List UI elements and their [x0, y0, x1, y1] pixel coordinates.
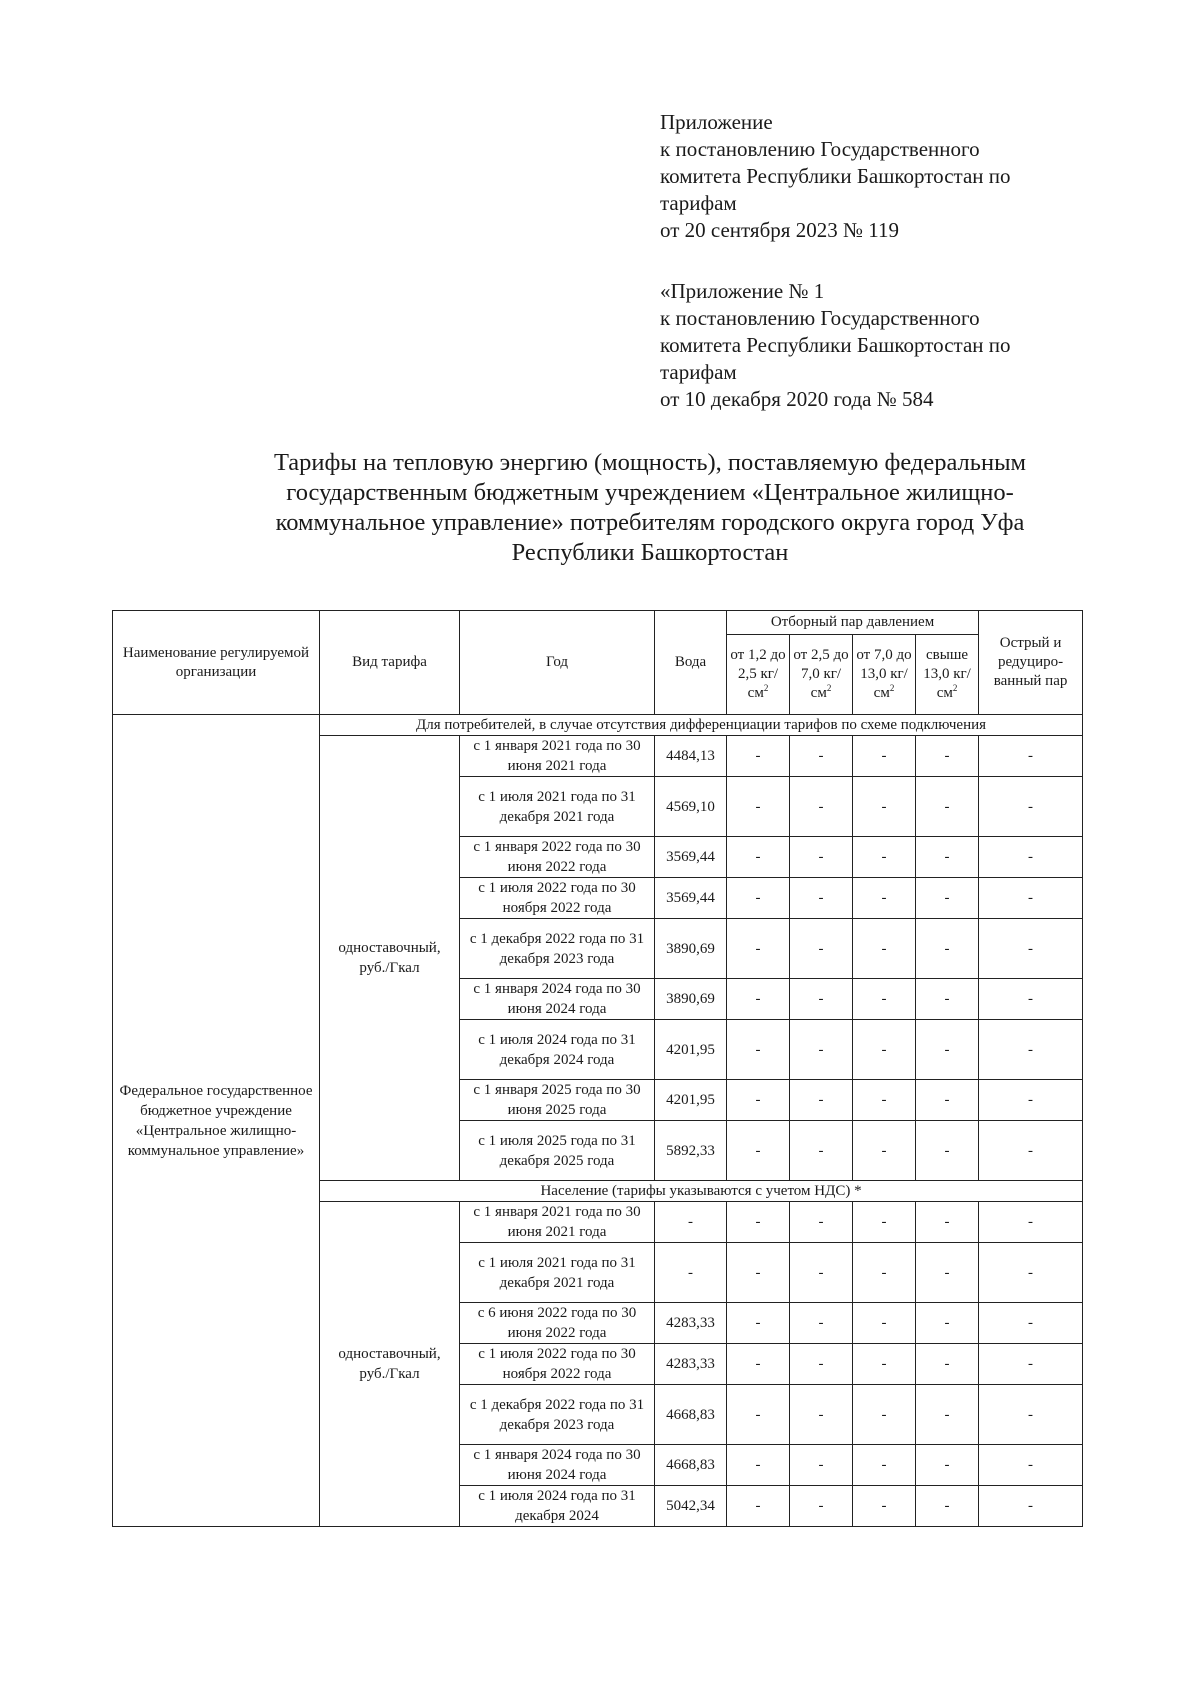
tariff-table [112, 610, 1083, 1527]
period-cell: с 1 января 2022 года по 30 июня 2022 года [460, 837, 655, 878]
period-cell: с 1 января 2025 года по 30 июня 2025 года [460, 1080, 655, 1121]
steam-value-cell: - [727, 878, 790, 919]
acute-steam-value-cell: - [979, 1080, 1083, 1121]
steam-value-cell: - [853, 1121, 916, 1181]
period-cell: с 1 июля 2022 года по 30 ноября 2022 года [460, 1344, 655, 1385]
period-cell: с 1 июля 2022 года по 30 ноября 2022 года [460, 878, 655, 919]
steam-value-cell: - [790, 736, 853, 777]
steam-value-cell: - [916, 1020, 979, 1080]
title-line: государственным бюджетным учреждением «Центральное жилищно- [286, 479, 1014, 506]
appendix-main-line: Приложение [660, 110, 773, 134]
steam-value-cell: - [727, 1385, 790, 1445]
title-line: Тарифы на тепловую энергию (мощность), поставляемую федеральным [273, 449, 1027, 476]
steam-value-cell: - [916, 979, 979, 1020]
water-value-cell: 4569,10 [655, 777, 727, 837]
water-value-cell: 3569,44 [655, 837, 727, 878]
section-row [113, 715, 1083, 736]
acute-steam-value-cell: - [979, 1344, 1083, 1385]
steam-value-cell: - [790, 1303, 853, 1344]
water-value-cell: 4484,13 [655, 736, 727, 777]
title-line: Республики Башкортостан [511, 539, 789, 566]
steam-value-cell: - [727, 777, 790, 837]
steam-value-cell: - [727, 736, 790, 777]
steam-value-cell: - [853, 878, 916, 919]
steam-value-cell: - [790, 1243, 853, 1303]
period-cell: с 1 января 2021 года по 30 июня 2021 года [460, 1202, 655, 1243]
period-cell: с 1 декабря 2022 года по 31 декабря 2023 года [460, 919, 655, 979]
header-period: Год [460, 611, 655, 715]
steam-value-cell: - [853, 1243, 916, 1303]
appendix-prev-line: комитета Республики Башкортостан по [660, 333, 1011, 357]
header-steam-1: от 1,2 до 2,5 $кг/см^2$ [727, 635, 790, 715]
period-cell: с 1 января 2021 года по 30 июня 2021 года [460, 736, 655, 777]
water-value-cell: 4283,33 [655, 1303, 727, 1344]
steam-value-cell: - [853, 1202, 916, 1243]
organization-name: Федеральное государственное бюджетное учреждение «Центральное жилищно-коммунальное управление» [113, 715, 320, 1527]
steam-value-cell: - [853, 1385, 916, 1445]
steam-value-cell: - [790, 1020, 853, 1080]
acute-steam-value-cell: - [979, 979, 1083, 1020]
steam-value-cell: - [853, 1080, 916, 1121]
appendix-main-block [660, 109, 1120, 244]
steam-value-cell: - [727, 1121, 790, 1181]
steam-value-cell: - [916, 878, 979, 919]
steam-value-cell: - [790, 1445, 853, 1486]
steam-value-cell: - [727, 1344, 790, 1385]
appendix-prev-line: тарифам [660, 360, 737, 384]
steam-value-cell: - [853, 777, 916, 837]
acute-steam-value-cell: - [979, 1486, 1083, 1527]
acute-steam-value-cell: - [979, 736, 1083, 777]
steam-value-cell: - [916, 1385, 979, 1445]
steam-value-cell: - [916, 1344, 979, 1385]
steam-value-cell: - [727, 837, 790, 878]
period-cell: с 1 января 2024 года по 30 июня 2024 года [460, 979, 655, 1020]
steam-value-cell: - [853, 1344, 916, 1385]
section-title: Население (тарифы указываются с учетом НДС) * [320, 1181, 1083, 1202]
period-cell: с 1 июля 2025 года по 31 декабря 2025 года [460, 1121, 655, 1181]
steam-value-cell: - [853, 1445, 916, 1486]
document-title [190, 448, 1110, 568]
tariff-type: одноставочный, руб./Гкал [320, 736, 460, 1181]
steam-value-cell: - [727, 1486, 790, 1527]
steam-value-cell: - [727, 1243, 790, 1303]
water-value-cell: 3569,44 [655, 878, 727, 919]
steam-value-cell: - [853, 1486, 916, 1527]
steam-value-cell: - [790, 1121, 853, 1181]
steam-value-cell: - [916, 1445, 979, 1486]
steam-value-cell: - [727, 919, 790, 979]
water-value-cell: 3890,69 [655, 979, 727, 1020]
title-line: коммунальное управление» потребителям городского округа город Уфа [275, 509, 1025, 536]
steam-value-cell: - [727, 1080, 790, 1121]
acute-steam-value-cell: - [979, 878, 1083, 919]
steam-value-cell: - [916, 1243, 979, 1303]
steam-value-cell: - [916, 1121, 979, 1181]
steam-value-cell: - [790, 1202, 853, 1243]
period-cell: с 1 июля 2024 года по 31 декабря 2024 [460, 1486, 655, 1527]
header-acute-steam: Острый и редуциро-ванный пар [979, 611, 1083, 715]
appendix-main-line: тарифам [660, 191, 737, 215]
steam-value-cell: - [790, 1344, 853, 1385]
period-cell: с 6 июня 2022 года по 30 июня 2022 года [460, 1303, 655, 1344]
header-tariff-type: Вид тарифа [320, 611, 460, 715]
acute-steam-value-cell: - [979, 1202, 1083, 1243]
steam-value-cell: - [790, 1486, 853, 1527]
appendix-prev-block [660, 278, 1120, 413]
appendix-main-line: комитета Республики Башкортостан по [660, 164, 1011, 188]
water-value-cell: - [655, 1202, 727, 1243]
steam-value-cell: - [790, 1385, 853, 1445]
water-value-cell: 4668,83 [655, 1385, 727, 1445]
acute-steam-value-cell: - [979, 1385, 1083, 1445]
acute-steam-value-cell: - [979, 1243, 1083, 1303]
tariff-table-body [113, 715, 1083, 1527]
steam-value-cell: - [790, 837, 853, 878]
steam-value-cell: - [916, 1486, 979, 1527]
acute-steam-value-cell: - [979, 1121, 1083, 1181]
tariff-type: одноставочный, руб./Гкал [320, 1202, 460, 1527]
steam-value-cell: - [916, 1303, 979, 1344]
steam-value-cell: - [727, 1202, 790, 1243]
acute-steam-value-cell: - [979, 919, 1083, 979]
steam-value-cell: - [916, 1080, 979, 1121]
period-cell: с 1 декабря 2022 года по 31 декабря 2023 года [460, 1385, 655, 1445]
header-steam-2: от 2,5 до 7,0 $кг/см^2$ [790, 635, 853, 715]
acute-steam-value-cell: - [979, 1020, 1083, 1080]
acute-steam-value-cell: - [979, 1303, 1083, 1344]
appendix-prev-line: к постановлению Государственного [660, 306, 980, 330]
period-cell: с 1 июля 2024 года по 31 декабря 2024 года [460, 1020, 655, 1080]
steam-value-cell: - [727, 1303, 790, 1344]
steam-value-cell: - [916, 777, 979, 837]
header-steam-group: Отборный пар давлением [727, 611, 979, 635]
water-value-cell: 4201,95 [655, 1020, 727, 1080]
water-value-cell: 4201,95 [655, 1080, 727, 1121]
header-steam-3: от 7,0 до 13,0 $кг/см^2$ [853, 635, 916, 715]
appendix-prev-line: от 10 декабря 2020 года № 584 [660, 387, 934, 411]
steam-value-cell: - [916, 919, 979, 979]
period-cell: с 1 июля 2021 года по 31 декабря 2021 года [460, 1243, 655, 1303]
steam-value-cell: - [790, 979, 853, 1020]
acute-steam-value-cell: - [979, 837, 1083, 878]
header-water: Вода [655, 611, 727, 715]
steam-value-cell: - [727, 979, 790, 1020]
header-org: Наименование регулируемой организации [113, 611, 320, 715]
steam-value-cell: - [853, 1303, 916, 1344]
steam-value-cell: - [916, 736, 979, 777]
acute-steam-value-cell: - [979, 1445, 1083, 1486]
steam-value-cell: - [853, 919, 916, 979]
steam-value-cell: - [790, 1080, 853, 1121]
acute-steam-value-cell: - [979, 777, 1083, 837]
section-title: Для потребителей, в случае отсутствия дифференциации тарифов по схеме подключения [320, 715, 1083, 736]
steam-value-cell: - [727, 1020, 790, 1080]
steam-value-cell: - [727, 1445, 790, 1486]
water-value-cell: 5042,34 [655, 1486, 727, 1527]
steam-value-cell: - [790, 777, 853, 837]
steam-value-cell: - [916, 1202, 979, 1243]
steam-value-cell: - [853, 736, 916, 777]
period-cell: с 1 января 2024 года по 30 июня 2024 года [460, 1445, 655, 1486]
water-value-cell: 4668,83 [655, 1445, 727, 1486]
appendix-main-line: от 20 сентября 2023 № 119 [660, 218, 899, 242]
steam-value-cell: - [790, 919, 853, 979]
steam-value-cell: - [853, 1020, 916, 1080]
period-cell: с 1 июля 2021 года по 31 декабря 2021 года [460, 777, 655, 837]
header-steam-4: свыше 13,0 $кг/см^2$ [916, 635, 979, 715]
steam-value-cell: - [853, 837, 916, 878]
steam-value-cell: - [916, 837, 979, 878]
water-value-cell: 4283,33 [655, 1344, 727, 1385]
steam-value-cell: - [790, 878, 853, 919]
steam-value-cell: - [853, 979, 916, 1020]
appendix-main-line: к постановлению Государственного [660, 137, 980, 161]
water-value-cell: 5892,33 [655, 1121, 727, 1181]
water-value-cell: 3890,69 [655, 919, 727, 979]
water-value-cell: - [655, 1243, 727, 1303]
appendix-prev-line: «Приложение № 1 [660, 279, 825, 303]
